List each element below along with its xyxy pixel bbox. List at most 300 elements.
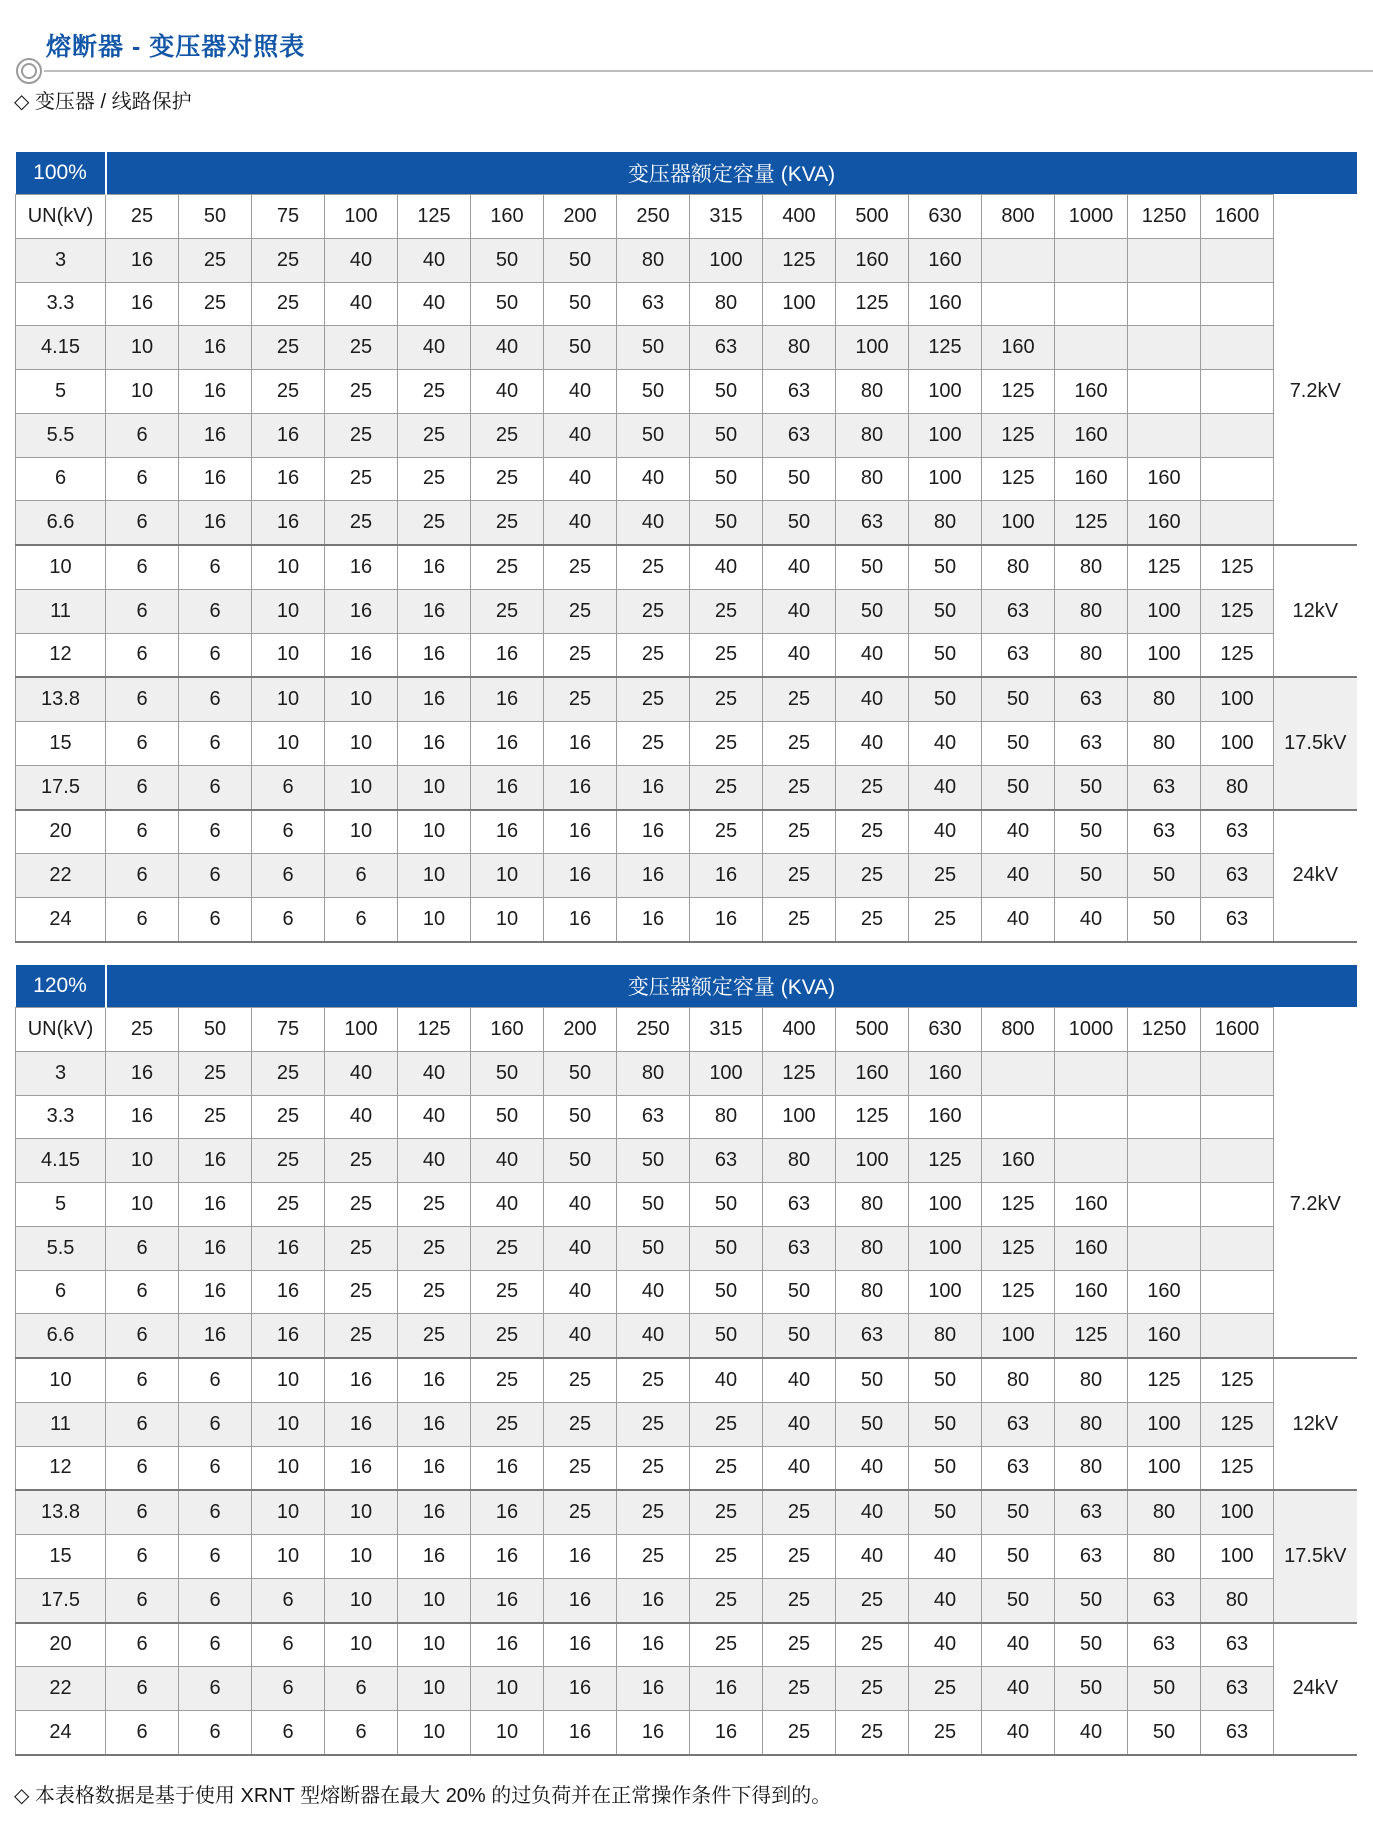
- value-cell: 25: [763, 810, 836, 854]
- capacity-header-cell: 1250: [1128, 195, 1201, 239]
- table-row: [16, 1446, 1357, 1490]
- voltage-group-cell: 24kV: [1274, 1623, 1357, 1755]
- value-cell: 100: [836, 326, 909, 370]
- value-cell: 25: [325, 501, 398, 545]
- value-cell: 50: [1128, 898, 1201, 942]
- value-cell: 80: [617, 238, 690, 282]
- value-cell: 16: [398, 677, 471, 721]
- un-value-cell: 11: [16, 1402, 106, 1446]
- footnote: ◇ 本表格数据是基于使用 XRNT 型熔断器在最大 20% 的过负荷并在正常操作条件下得到的。: [14, 1785, 832, 1807]
- value-cell: 80: [836, 1183, 909, 1227]
- table-row: [16, 1051, 1357, 1095]
- value-cell: 25: [909, 1711, 982, 1755]
- value-cell: 63: [1201, 810, 1274, 854]
- value-cell: 10: [398, 1667, 471, 1711]
- value-cell: 160: [1055, 370, 1128, 414]
- value-cell: 6: [325, 854, 398, 898]
- value-cell: 10: [325, 1535, 398, 1579]
- capacity-header-cell: 125: [398, 195, 471, 239]
- value-cell: 63: [763, 1183, 836, 1227]
- value-cell: 125: [982, 413, 1055, 457]
- value-cell: 50: [617, 1226, 690, 1270]
- un-value-cell: 3.3: [16, 1095, 106, 1139]
- table-row: [16, 1535, 1357, 1579]
- value-cell: 16: [544, 1578, 617, 1622]
- value-cell: 25: [763, 722, 836, 766]
- value-cell: [1128, 282, 1201, 326]
- un-value-cell: 17.5: [16, 765, 106, 809]
- value-cell: 6: [179, 633, 252, 677]
- value-cell: 125: [763, 238, 836, 282]
- value-cell: 16: [325, 1402, 398, 1446]
- value-cell: 6: [106, 1623, 179, 1667]
- value-cell: 125: [1201, 633, 1274, 677]
- value-cell: 100: [1201, 722, 1274, 766]
- value-cell: 100: [1201, 677, 1274, 721]
- value-cell: 6: [179, 1623, 252, 1667]
- value-cell: 50: [690, 413, 763, 457]
- value-cell: 50: [544, 238, 617, 282]
- value-cell: 125: [909, 326, 982, 370]
- value-cell: 40: [836, 677, 909, 721]
- voltage-group-cell: 17.5kV: [1274, 1490, 1357, 1622]
- value-cell: 160: [1055, 413, 1128, 457]
- value-cell: 50: [617, 1139, 690, 1183]
- value-cell: 100: [690, 238, 763, 282]
- table-row: [16, 413, 1357, 457]
- value-cell: 10: [398, 898, 471, 942]
- value-cell: 25: [690, 677, 763, 721]
- table-row: [16, 326, 1357, 370]
- value-cell: 25: [690, 765, 763, 809]
- value-cell: 40: [836, 1535, 909, 1579]
- value-cell: 16: [106, 282, 179, 326]
- value-cell: 80: [690, 282, 763, 326]
- value-cell: 100: [982, 1314, 1055, 1358]
- table-row: [16, 810, 1357, 854]
- value-cell: 80: [1055, 545, 1128, 589]
- value-cell: 50: [690, 1270, 763, 1314]
- value-cell: 40: [325, 1051, 398, 1095]
- value-cell: 25: [617, 589, 690, 633]
- value-cell: 80: [1128, 1490, 1201, 1534]
- value-cell: 40: [617, 501, 690, 545]
- value-cell: 25: [471, 457, 544, 501]
- value-cell: 63: [982, 1402, 1055, 1446]
- value-cell: 6: [106, 633, 179, 677]
- value-cell: 40: [836, 722, 909, 766]
- value-cell: 125: [1128, 1358, 1201, 1402]
- un-value-cell: 5: [16, 370, 106, 414]
- value-cell: 10: [252, 633, 325, 677]
- value-cell: 16: [471, 1446, 544, 1490]
- value-cell: 10: [252, 1490, 325, 1534]
- un-value-cell: 4.15: [16, 326, 106, 370]
- divider-circle-icon: [16, 58, 42, 84]
- value-cell: 10: [252, 1402, 325, 1446]
- value-cell: [1055, 282, 1128, 326]
- value-cell: 25: [179, 1095, 252, 1139]
- value-cell: 16: [252, 1226, 325, 1270]
- value-cell: 40: [763, 545, 836, 589]
- value-cell: 40: [763, 633, 836, 677]
- value-cell: 40: [544, 501, 617, 545]
- value-cell: 6: [179, 1402, 252, 1446]
- value-cell: 40: [909, 1623, 982, 1667]
- value-cell: 16: [544, 854, 617, 898]
- value-cell: 125: [836, 1095, 909, 1139]
- value-cell: 50: [1055, 765, 1128, 809]
- value-cell: 25: [252, 238, 325, 282]
- value-cell: 63: [1201, 1667, 1274, 1711]
- value-cell: 25: [398, 413, 471, 457]
- value-cell: 16: [106, 1051, 179, 1095]
- value-cell: 40: [1055, 1711, 1128, 1755]
- capacity-header-cell: 1000: [1055, 195, 1128, 239]
- value-cell: 25: [398, 370, 471, 414]
- value-cell: 160: [1128, 457, 1201, 501]
- value-cell: 50: [763, 457, 836, 501]
- value-cell: 63: [1128, 1623, 1201, 1667]
- value-cell: 16: [471, 633, 544, 677]
- value-cell: [1055, 326, 1128, 370]
- value-cell: 16: [471, 722, 544, 766]
- value-cell: 16: [398, 589, 471, 633]
- value-cell: [982, 238, 1055, 282]
- table-row: [16, 1402, 1357, 1446]
- table-row: [16, 854, 1357, 898]
- value-cell: 16: [252, 1314, 325, 1358]
- value-cell: 63: [690, 326, 763, 370]
- capacity-header-cell: 630: [909, 195, 982, 239]
- voltage-group-cell: 12kV: [1274, 545, 1357, 677]
- value-cell: [1128, 238, 1201, 282]
- value-cell: 160: [1055, 1226, 1128, 1270]
- value-cell: 40: [398, 282, 471, 326]
- value-cell: 100: [1128, 1402, 1201, 1446]
- value-cell: 16: [398, 1535, 471, 1579]
- value-cell: 16: [544, 1535, 617, 1579]
- value-cell: 100: [909, 1226, 982, 1270]
- value-cell: 6: [106, 677, 179, 721]
- un-value-cell: 24: [16, 898, 106, 942]
- capacity-header-cell: 1000: [1055, 1008, 1128, 1052]
- value-cell: 63: [617, 1095, 690, 1139]
- value-cell: 6: [106, 413, 179, 457]
- value-cell: 6: [252, 765, 325, 809]
- value-cell: 25: [544, 589, 617, 633]
- value-cell: 25: [763, 765, 836, 809]
- value-cell: 100: [1201, 1490, 1274, 1534]
- value-cell: 50: [982, 677, 1055, 721]
- value-cell: 6: [252, 898, 325, 942]
- value-cell: 40: [763, 1358, 836, 1402]
- value-cell: 16: [617, 1667, 690, 1711]
- value-cell: 16: [544, 765, 617, 809]
- value-cell: 16: [544, 1667, 617, 1711]
- value-cell: 16: [179, 1139, 252, 1183]
- capacity-header-cell: 75: [252, 1008, 325, 1052]
- value-cell: 25: [398, 1270, 471, 1314]
- value-cell: 25: [325, 326, 398, 370]
- value-cell: 25: [544, 677, 617, 721]
- value-cell: 40: [325, 282, 398, 326]
- value-cell: 10: [325, 765, 398, 809]
- value-cell: 6: [106, 765, 179, 809]
- value-cell: 125: [1201, 1358, 1274, 1402]
- value-cell: 80: [836, 457, 909, 501]
- value-cell: 25: [398, 1314, 471, 1358]
- table-row: [16, 457, 1357, 501]
- value-cell: 25: [617, 1358, 690, 1402]
- value-cell: 160: [982, 326, 1055, 370]
- capacity-header-cell: 400: [763, 1008, 836, 1052]
- table-100-percent-wrap: [15, 152, 1357, 943]
- value-cell: 25: [544, 633, 617, 677]
- value-cell: 50: [909, 1402, 982, 1446]
- value-cell: 40: [325, 238, 398, 282]
- value-cell: 63: [1201, 1711, 1274, 1755]
- value-cell: 6: [106, 1711, 179, 1755]
- value-cell: 6: [106, 854, 179, 898]
- value-cell: 50: [471, 282, 544, 326]
- voltage-group-cell: 24kV: [1274, 810, 1357, 942]
- value-cell: 50: [982, 1535, 1055, 1579]
- value-cell: 80: [1201, 1578, 1274, 1622]
- value-cell: 50: [982, 765, 1055, 809]
- value-cell: [1201, 1095, 1274, 1139]
- value-cell: 40: [690, 545, 763, 589]
- value-cell: 63: [982, 1446, 1055, 1490]
- value-cell: [982, 282, 1055, 326]
- value-cell: 80: [1128, 722, 1201, 766]
- table-row: [16, 898, 1357, 942]
- value-cell: 40: [471, 1183, 544, 1227]
- value-cell: 40: [544, 457, 617, 501]
- value-cell: 25: [909, 1667, 982, 1711]
- value-cell: 25: [252, 1051, 325, 1095]
- value-cell: 16: [471, 1623, 544, 1667]
- un-value-cell: 5: [16, 1183, 106, 1227]
- value-cell: 10: [252, 677, 325, 721]
- value-cell: 25: [179, 1051, 252, 1095]
- capacity-header-cell: 1250: [1128, 1008, 1201, 1052]
- value-cell: 16: [544, 810, 617, 854]
- value-cell: 16: [617, 898, 690, 942]
- value-cell: 16: [398, 1402, 471, 1446]
- value-cell: 25: [836, 1711, 909, 1755]
- value-cell: 80: [617, 1051, 690, 1095]
- value-cell: 25: [617, 1402, 690, 1446]
- value-cell: 6: [106, 1490, 179, 1534]
- value-cell: 63: [836, 501, 909, 545]
- value-cell: 25: [763, 1578, 836, 1622]
- value-cell: [1128, 326, 1201, 370]
- value-cell: 80: [763, 326, 836, 370]
- un-value-cell: 4.15: [16, 1139, 106, 1183]
- value-cell: 50: [909, 589, 982, 633]
- table-row: [16, 677, 1357, 721]
- value-cell: [1128, 370, 1201, 414]
- value-cell: 25: [325, 1270, 398, 1314]
- table-row: [16, 1314, 1357, 1358]
- value-cell: 16: [252, 501, 325, 545]
- value-cell: 10: [325, 1623, 398, 1667]
- value-cell: 25: [179, 238, 252, 282]
- value-cell: 63: [1055, 1490, 1128, 1534]
- value-cell: 25: [471, 1226, 544, 1270]
- group-spacer-cell: [1274, 1008, 1357, 1052]
- value-cell: 25: [544, 1358, 617, 1402]
- table-row: [16, 1270, 1357, 1314]
- value-cell: 10: [252, 1446, 325, 1490]
- value-cell: 63: [1055, 722, 1128, 766]
- value-cell: 40: [398, 1139, 471, 1183]
- value-cell: 160: [909, 1051, 982, 1095]
- value-cell: 10: [471, 898, 544, 942]
- capacity-header-row: [16, 195, 1357, 239]
- table-120-percent-wrap: [15, 965, 1357, 1756]
- value-cell: 25: [398, 457, 471, 501]
- value-cell: 6: [252, 1711, 325, 1755]
- value-cell: 160: [909, 1095, 982, 1139]
- value-cell: 25: [909, 854, 982, 898]
- value-cell: 25: [690, 633, 763, 677]
- value-cell: 6: [179, 722, 252, 766]
- value-cell: 50: [1055, 854, 1128, 898]
- value-cell: 16: [179, 1314, 252, 1358]
- un-value-cell: 6.6: [16, 501, 106, 545]
- value-cell: [1201, 501, 1274, 545]
- un-value-cell: 3: [16, 238, 106, 282]
- value-cell: 125: [1128, 545, 1201, 589]
- value-cell: 16: [179, 370, 252, 414]
- value-cell: 25: [252, 1183, 325, 1227]
- value-cell: 25: [690, 1623, 763, 1667]
- value-cell: 6: [325, 898, 398, 942]
- value-cell: 25: [617, 1535, 690, 1579]
- value-cell: 6: [179, 1711, 252, 1755]
- value-cell: 25: [690, 1535, 763, 1579]
- value-cell: [1201, 1314, 1274, 1358]
- value-cell: 100: [1128, 1446, 1201, 1490]
- value-cell: 100: [909, 413, 982, 457]
- table-row: [16, 1578, 1357, 1622]
- value-cell: 63: [982, 589, 1055, 633]
- value-cell: 63: [1128, 765, 1201, 809]
- value-cell: 6: [106, 1667, 179, 1711]
- value-cell: 40: [544, 370, 617, 414]
- value-cell: 25: [690, 810, 763, 854]
- value-cell: 160: [1128, 1270, 1201, 1314]
- value-cell: 80: [690, 1095, 763, 1139]
- value-cell: 40: [471, 326, 544, 370]
- capacity-header-cell: 1600: [1201, 1008, 1274, 1052]
- value-cell: 125: [982, 1183, 1055, 1227]
- capacity-header-cell: 250: [617, 195, 690, 239]
- value-cell: [1201, 413, 1274, 457]
- value-cell: 16: [106, 238, 179, 282]
- value-cell: 25: [471, 1402, 544, 1446]
- capacity-header-cell: 630: [909, 1008, 982, 1052]
- value-cell: 125: [1201, 545, 1274, 589]
- table-row: [16, 1139, 1357, 1183]
- value-cell: 50: [836, 1402, 909, 1446]
- value-cell: 80: [836, 413, 909, 457]
- value-cell: 50: [617, 1183, 690, 1227]
- value-cell: 50: [982, 1490, 1055, 1534]
- un-value-cell: 17.5: [16, 1578, 106, 1622]
- value-cell: 25: [325, 370, 398, 414]
- value-cell: 50: [1055, 1667, 1128, 1711]
- table-row: [16, 765, 1357, 809]
- value-cell: 25: [544, 545, 617, 589]
- value-cell: 50: [909, 1490, 982, 1534]
- value-cell: 40: [398, 1095, 471, 1139]
- value-cell: 10: [325, 810, 398, 854]
- capacity-header-cell: 75: [252, 195, 325, 239]
- un-value-cell: 3: [16, 1051, 106, 1095]
- value-cell: [1201, 282, 1274, 326]
- comparison-table-120%: [15, 965, 1357, 1756]
- value-cell: 50: [1055, 810, 1128, 854]
- value-cell: 6: [179, 854, 252, 898]
- value-cell: 63: [763, 1226, 836, 1270]
- value-cell: 160: [1128, 501, 1201, 545]
- value-cell: 63: [1201, 854, 1274, 898]
- un-value-cell: 15: [16, 722, 106, 766]
- table-row: [16, 1667, 1357, 1711]
- capacity-header-cell: 250: [617, 1008, 690, 1052]
- value-cell: 40: [617, 1270, 690, 1314]
- un-value-cell: 22: [16, 854, 106, 898]
- capacity-header-cell: 315: [690, 195, 763, 239]
- value-cell: 80: [982, 545, 1055, 589]
- value-cell: 50: [471, 1051, 544, 1095]
- value-cell: 50: [690, 1183, 763, 1227]
- value-cell: 63: [1128, 1578, 1201, 1622]
- value-cell: 25: [398, 1183, 471, 1227]
- value-cell: 50: [544, 326, 617, 370]
- voltage-group-cell: 17.5kV: [1274, 677, 1357, 809]
- value-cell: 10: [398, 854, 471, 898]
- value-cell: [1201, 457, 1274, 501]
- value-cell: 100: [1128, 633, 1201, 677]
- value-cell: 16: [690, 898, 763, 942]
- value-cell: 40: [909, 810, 982, 854]
- value-cell: 80: [909, 501, 982, 545]
- value-cell: 40: [544, 1226, 617, 1270]
- value-cell: 50: [1055, 1578, 1128, 1622]
- capacity-header-cell: 1600: [1201, 195, 1274, 239]
- value-cell: 40: [982, 1667, 1055, 1711]
- table-row: [16, 633, 1357, 677]
- value-cell: 10: [106, 326, 179, 370]
- table-row: [16, 722, 1357, 766]
- capacity-header-cell: 200: [544, 195, 617, 239]
- table-row: [16, 1226, 1357, 1270]
- value-cell: 6: [106, 1535, 179, 1579]
- un-value-cell: 12: [16, 633, 106, 677]
- value-cell: 16: [179, 1270, 252, 1314]
- divider-circle-inner-ring: [21, 63, 37, 79]
- value-cell: 16: [690, 854, 763, 898]
- value-cell: 6: [106, 1578, 179, 1622]
- value-cell: 63: [982, 633, 1055, 677]
- capacity-header-cell: 800: [982, 1008, 1055, 1052]
- capacity-header-cell: 25: [106, 1008, 179, 1052]
- value-cell: 50: [763, 1270, 836, 1314]
